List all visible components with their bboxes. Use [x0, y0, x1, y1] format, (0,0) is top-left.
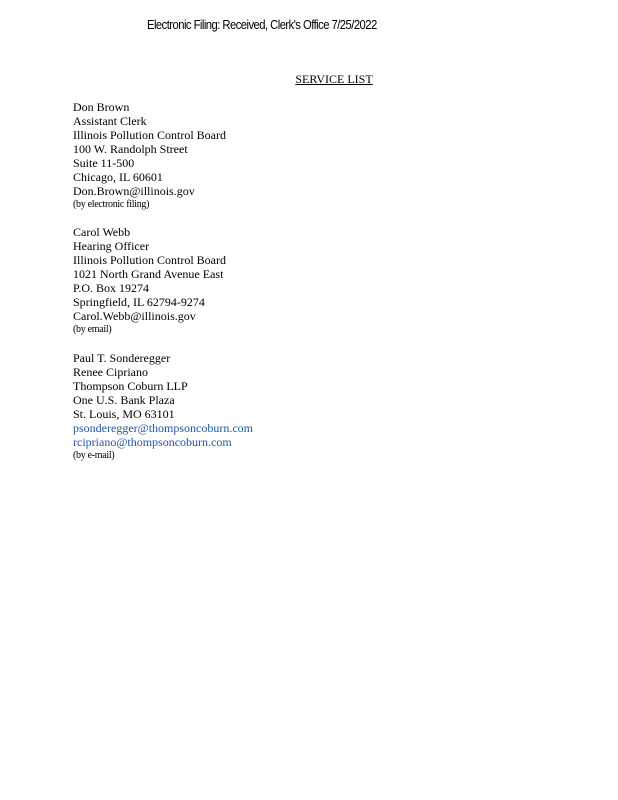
entry-street: One U.S. Bank Plaza	[73, 393, 175, 407]
entry-organization: Illinois Pollution Control Board	[73, 128, 227, 142]
entry-city: Springfield, IL 62794-9274	[73, 295, 205, 309]
service-entry-thompson-coburn	[73, 351, 253, 463]
entry-email: Don.Brown@illinois.gov	[73, 184, 195, 198]
entry-name: Carol Webb	[73, 225, 131, 239]
entry-suite: Suite 11-500	[73, 156, 135, 170]
service-entry-carol-webb	[73, 225, 226, 337]
entry-organization: Illinois Pollution Control Board	[73, 253, 227, 267]
entry-po-box: P.O. Box 19274	[73, 281, 150, 295]
email-link-sonderegger[interactable]: psonderegger@thompsoncoburn.com	[73, 421, 254, 435]
electronic-filing-stamp: Electronic Filing: Received, Clerk's Office 7/25/2022	[147, 18, 377, 32]
entry-street: 1021 North Grand Avenue East	[73, 267, 224, 281]
service-list-title	[0, 72, 618, 87]
entry-name: Don Brown	[73, 100, 130, 114]
entry-city: Chicago, IL 60601	[73, 170, 163, 184]
entry-title: Assistant Clerk	[73, 114, 147, 128]
entry-title: Hearing Officer	[73, 239, 150, 253]
email-link-cipriano[interactable]: rcipriano@thompsoncoburn.com	[73, 435, 232, 449]
entry-email: Carol.Webb@illinois.gov	[73, 309, 196, 323]
entry-name-secondary: Renee Cipriano	[73, 365, 148, 379]
entry-organization: Thompson Coburn LLP	[73, 379, 188, 393]
entry-delivery-method: (by e-mail)	[73, 450, 115, 461]
entry-name: Paul T. Sonderegger	[73, 351, 171, 365]
entry-delivery-method: (by electronic filing)	[73, 199, 150, 210]
entry-street: 100 W. Randolph Street	[73, 142, 188, 156]
entry-delivery-method: (by email)	[73, 324, 112, 335]
service-list-title-text: SERVICE LIST	[295, 72, 373, 86]
service-entry-don-brown	[73, 100, 226, 212]
entry-city: St. Louis, MO 63101	[73, 407, 175, 421]
